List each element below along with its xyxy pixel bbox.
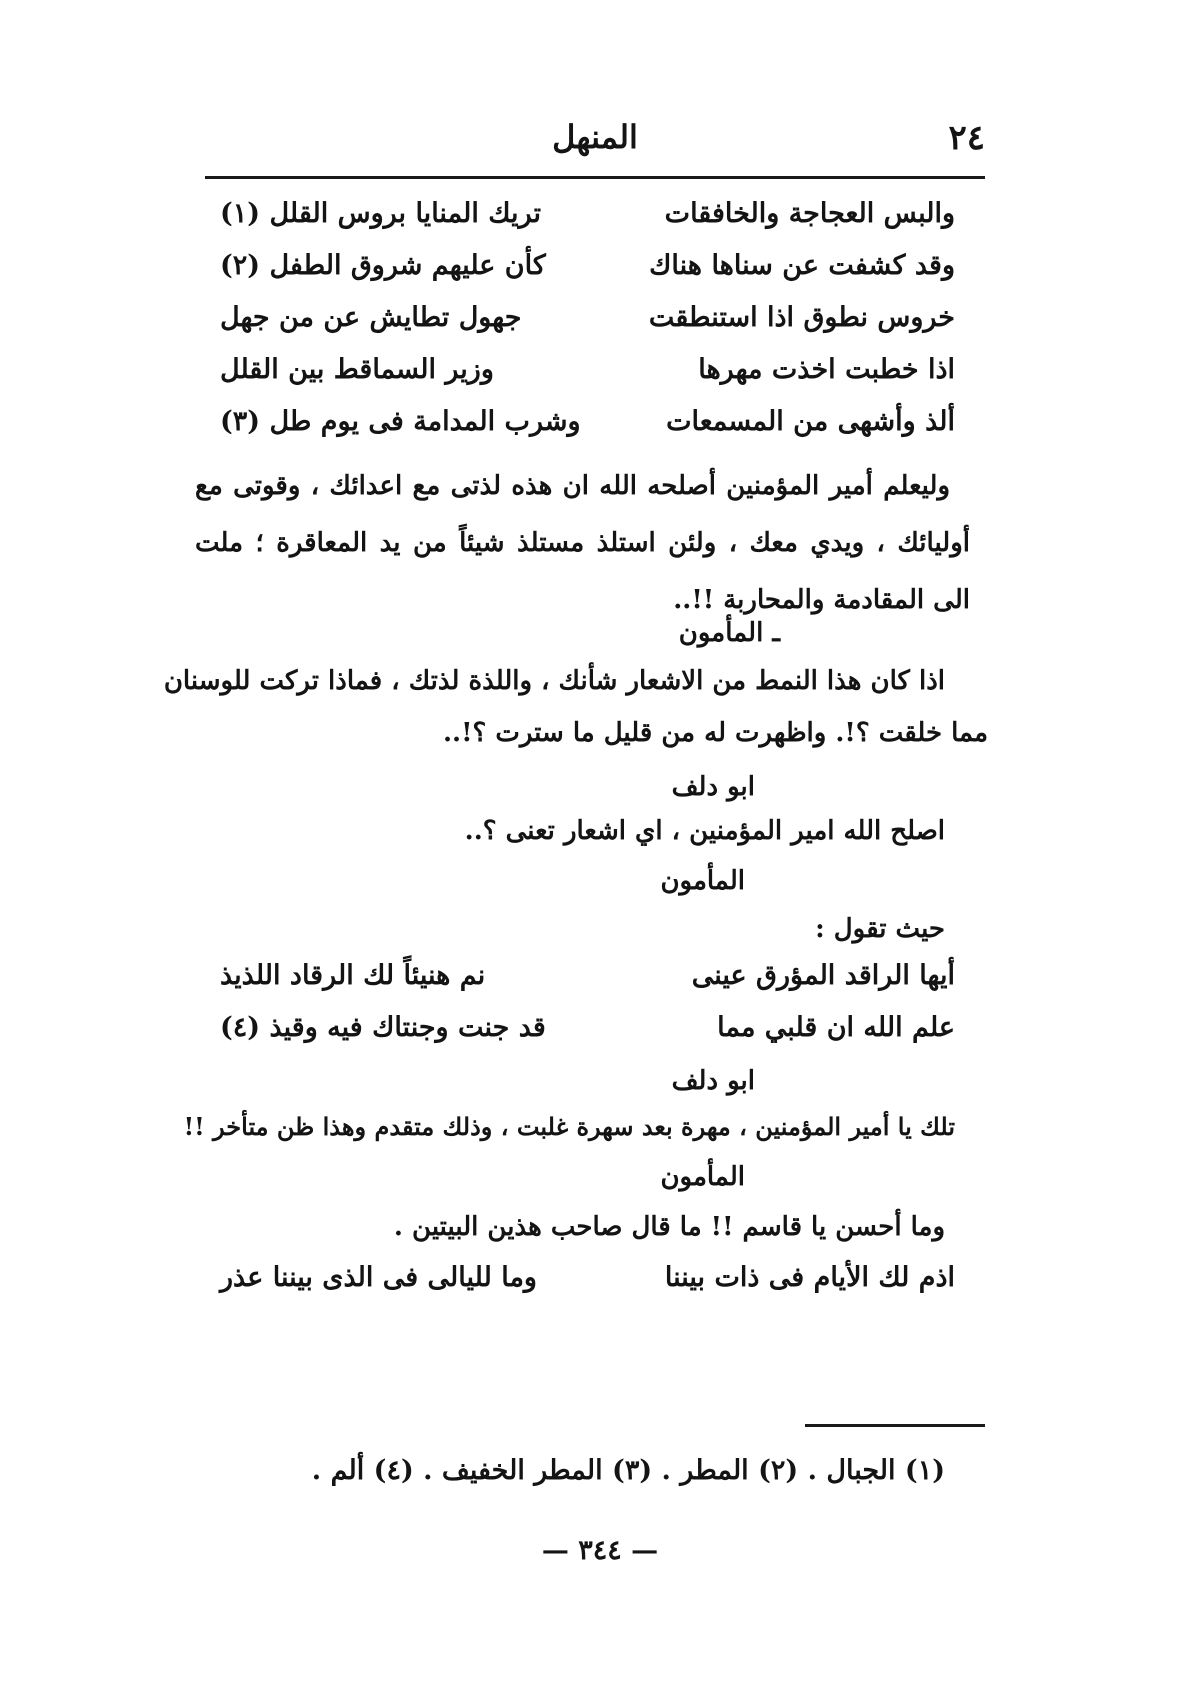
speaker-name: ـ المأمون bbox=[678, 618, 780, 648]
verse-line bbox=[220, 302, 955, 352]
verse-first-hemistich: اذا خطبت اخذت مهرها bbox=[698, 354, 955, 385]
verse-first-hemistich: خروس نطوق اذا استنطقت bbox=[648, 302, 955, 333]
verse-second-hemistich: كأن عليهم شروق الطفل (٢) bbox=[220, 250, 546, 281]
running-title: المنهل bbox=[552, 118, 638, 156]
verse-line bbox=[220, 406, 955, 456]
verse-second-hemistich: وزير السماقط بين القلل bbox=[220, 354, 494, 385]
verse-second-hemistich: تريك المنايا بروس القلل (١) bbox=[220, 198, 541, 229]
speaker-name: ابو دلف bbox=[671, 772, 755, 802]
dialogue-line: وما أحسن يا قاسم !! ما قال صاحب هذين البيتين . bbox=[393, 1212, 945, 1242]
speaker-name: المأمون bbox=[660, 1162, 745, 1192]
verse-second-hemistich: جهول تطايش عن من جهل bbox=[220, 302, 522, 333]
verse-line bbox=[220, 198, 955, 248]
verse-first-hemistich: ألذ وأشهى من المسمعات bbox=[666, 406, 955, 437]
verse-line bbox=[220, 1012, 955, 1062]
verse-second-hemistich: نم هنيئاً لك الرقاد اللذيذ bbox=[220, 960, 486, 991]
prose-text: وليعلم أمير المؤمنين أصلحه الله ان هذه لذتى مع اعدائك ، وقوتى مع أوليائك ، ويدي معك ، ولئن استلذ مستلذ شيئاً من يد المعاقرة ؛ ملت الى المقادمة والمحاربة !!.. bbox=[195, 471, 970, 615]
verse-first-hemistich: وقد كشفت عن سناها هناك bbox=[649, 250, 955, 281]
verse-second-hemistich: وما لليالى فى الذى بيننا عذر bbox=[220, 1262, 537, 1293]
footnotes: (١) الجبال . (٢) المطر . (٣) المطر الخفيف . (٤) ألم . bbox=[311, 1455, 945, 1486]
verse-first-hemistich: اذم لك الأيام فى ذات بيننا bbox=[664, 1262, 955, 1293]
prose-paragraph bbox=[195, 458, 970, 629]
verse-line bbox=[220, 250, 955, 300]
dialogue-line: اذا كان هذا النمط من الاشعار شأنك ، واللذة لذتك ، فماذا تركت للوسنان bbox=[163, 666, 945, 696]
verse-line bbox=[220, 960, 955, 1010]
speaker-name: ابو دلف bbox=[671, 1066, 755, 1096]
verse-line bbox=[220, 1262, 955, 1312]
dialogue-line: اصلح الله امير المؤمنين ، اي اشعار تعنى ؟.. bbox=[464, 816, 945, 846]
page-header bbox=[205, 118, 985, 168]
dialogue-line: تلك يا أمير المؤمنين ، مهرة بعد سهرة غلبت ، وذلك متقدم وهذا ظن متأخر !! bbox=[183, 1112, 955, 1141]
page-footer-number: — ٣٤٤ — bbox=[541, 1535, 659, 1566]
verse-first-hemistich: أيها الراقد المؤرق عينى bbox=[691, 960, 955, 991]
speaker-name: المأمون bbox=[660, 866, 745, 896]
verse-first-hemistich: علم الله ان قلبي مما bbox=[717, 1012, 955, 1043]
verse-second-hemistich: قد جنت وجنتاك فيه وقيذ (٤) bbox=[220, 1012, 546, 1043]
verse-second-hemistich: وشرب المدامة فى يوم طل (٣) bbox=[220, 406, 581, 437]
dialogue-line: مما خلقت ؟!. واظهرت له من قليل ما سترت ؟!.. bbox=[442, 718, 988, 748]
header-rule bbox=[205, 176, 985, 179]
dialogue-line: حيث تقول : bbox=[815, 914, 945, 944]
verse-line bbox=[220, 354, 955, 404]
verse-first-hemistich: والبس العجاجة والخافقات bbox=[664, 198, 955, 229]
footnote-rule bbox=[805, 1424, 985, 1427]
page-number: ٢٤ bbox=[948, 118, 985, 158]
